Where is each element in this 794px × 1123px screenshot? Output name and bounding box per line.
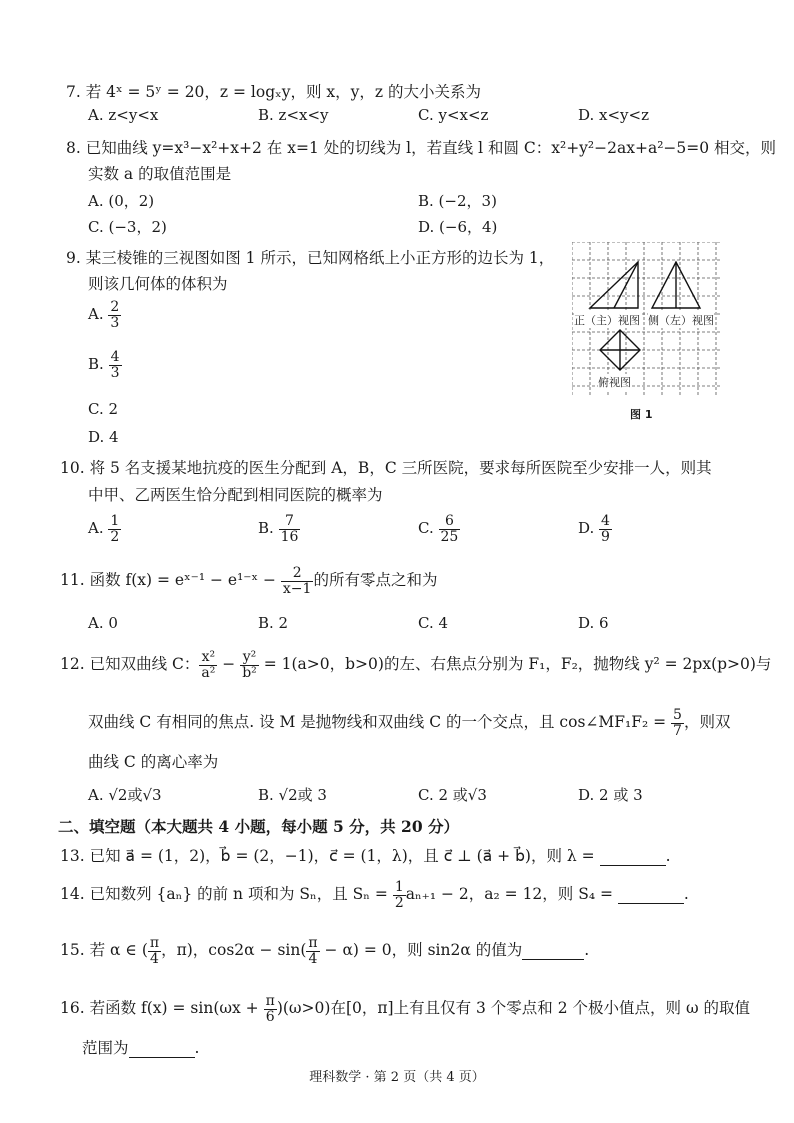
q8-option-b: B. (−2，3): [418, 192, 497, 210]
q7-option-a: A. z<y<x: [88, 106, 159, 124]
side-view-label: 侧（左）视图: [648, 314, 714, 327]
q12-option-d: D. 2 或 3: [578, 786, 643, 804]
q16-stem-line2: 范围为 .: [82, 1039, 200, 1057]
q14-stem: 14. 已知数列 {aₙ} 的前 n 项和为 Sₙ，且 Sₙ = $\frac{1}{2}$ aₙ₊₁ − 2，a₂ = 12，则 S₄ = .: [60, 879, 689, 911]
q9-stem-line2: 则该几何体的体积为: [88, 275, 228, 293]
figure-caption: 图 1: [630, 408, 653, 421]
q8-option-a: A. (0，2): [88, 192, 155, 210]
q9-option-b: B. $\frac{4}{3}$: [88, 349, 120, 381]
figure-three-views: [572, 242, 722, 397]
q11-option-b: B. 2: [258, 614, 289, 632]
top-view-label: 俯视图: [598, 376, 631, 389]
q12-option-b: B. √2或 3: [258, 786, 327, 804]
q13-stem: 13. 已知 a⃗ = (1，2)，b⃗ = (2，−1)，c⃗ = (1，λ)，且 c⃗ ⊥ (a⃗ + b⃗)，则 λ = .: [60, 847, 671, 865]
q8-stem-line2: 实数 a 的取值范围是: [88, 165, 232, 183]
front-view-label: 正（主）视图: [574, 314, 640, 327]
q7-option-d: D. x<y<z: [578, 106, 650, 124]
q12-stem-line2: 双曲线 C 有相同的焦点. 设 M 是抛物线和双曲线 C 的一个交点，且 cos∠MF₁F₂ = $\frac{5}{7}$ ，则双: [88, 707, 731, 739]
q10-option-a: A. $\frac{1}{2}$: [88, 513, 120, 545]
q11-stem: 11. 函数 f(x) = eˣ⁻¹ − e¹⁻ˣ − $\frac{2}{x-1}$ 的所有零点之和为: [60, 565, 438, 597]
q8-stem-line1: 8. 已知曲线 y=x³−x²+x+2 在 x=1 处的切线为 l，若直线 l 和圆 C：x²+y²−2ax+a²−5=0 相交，则: [66, 139, 777, 157]
q16-stem-line1: 16. 若函数 f(x) = sin(ωx + $\frac{\pi}{6}$ )(ω>0)在[0，π]上有且仅有 3 个零点和 2 个极小值点，则 ω 的取值: [60, 993, 751, 1025]
section-fill-in-title: 二、填空题（本大题共 4 小题，每小题 5 分，共 20 分）: [58, 817, 460, 836]
q9-option-c: C. 2: [88, 400, 119, 418]
q9-stem-line1: 9. 某三棱锥的三视图如图 1 所示，已知网格纸上小正方形的边长为 1，: [66, 249, 555, 267]
q16-answer-blank[interactable]: [129, 1039, 195, 1058]
q13-answer-blank[interactable]: [600, 847, 666, 866]
q8-option-d: D. (−6，4): [418, 218, 498, 236]
q10-option-d: D. $\frac{4}{9}$: [578, 513, 610, 545]
q10-stem-line1: 10. 将 5 名支援某地抗疫的医生分配到 A，B，C 三所医院，要求每所医院至少安排一人，则其: [60, 459, 712, 477]
q10-option-b: B. $\frac{7}{16}$: [258, 513, 299, 545]
front-view-triangle: [590, 262, 638, 308]
q7-stem: 7. 若 4ˣ = 5ʸ = 20，z = logₓy，则 x，y，z 的大小关系为: [66, 83, 481, 101]
page-footer: 理科数学 · 第 2 页（共 4 页）: [309, 1070, 485, 1085]
q10-stem-line2: 中甲、乙两医生恰分配到相同医院的概率为: [88, 486, 383, 504]
q12-option-c: C. 2 或√3: [418, 786, 487, 804]
q9-option-a: A. $\frac{2}{3}$: [88, 299, 120, 331]
q12-stem-line3: 曲线 C 的离心率为: [88, 753, 219, 771]
q8-option-c: C. (−3，2): [88, 218, 167, 236]
q11-option-a: A. 0: [88, 614, 118, 632]
q11-option-d: D. 6: [578, 614, 609, 632]
q9-option-d: D. 4: [88, 428, 119, 446]
q10-option-c: C. $\frac{6}{25}$: [418, 513, 459, 545]
q7-option-b: B. z<x<y: [258, 106, 329, 124]
q14-answer-blank[interactable]: [618, 885, 684, 904]
q12-option-a: A. √2或√3: [88, 786, 162, 804]
q12-stem-line1: 12. 已知双曲线 C： $\frac{\text{x²}}{\text{a²}}$ − $\frac{\text{y²}}{\text{b²}}$ = 1(a>0，b>0)的左、右焦点分别为 F₁，F₂，抛物线 y² = 2px(p>0)与: [60, 649, 772, 681]
q7-option-c: C. y<x<z: [418, 106, 489, 124]
q11-option-c: C. 4: [418, 614, 449, 632]
q15-answer-blank[interactable]: [522, 941, 584, 960]
q15-stem: 15. 若 α ∈ ( $\frac{\pi}{4}$ ，π)，cos2α − sin( $\frac{\pi}{4}$ − α) = 0，则 sin2α 的值为 .: [60, 935, 590, 967]
